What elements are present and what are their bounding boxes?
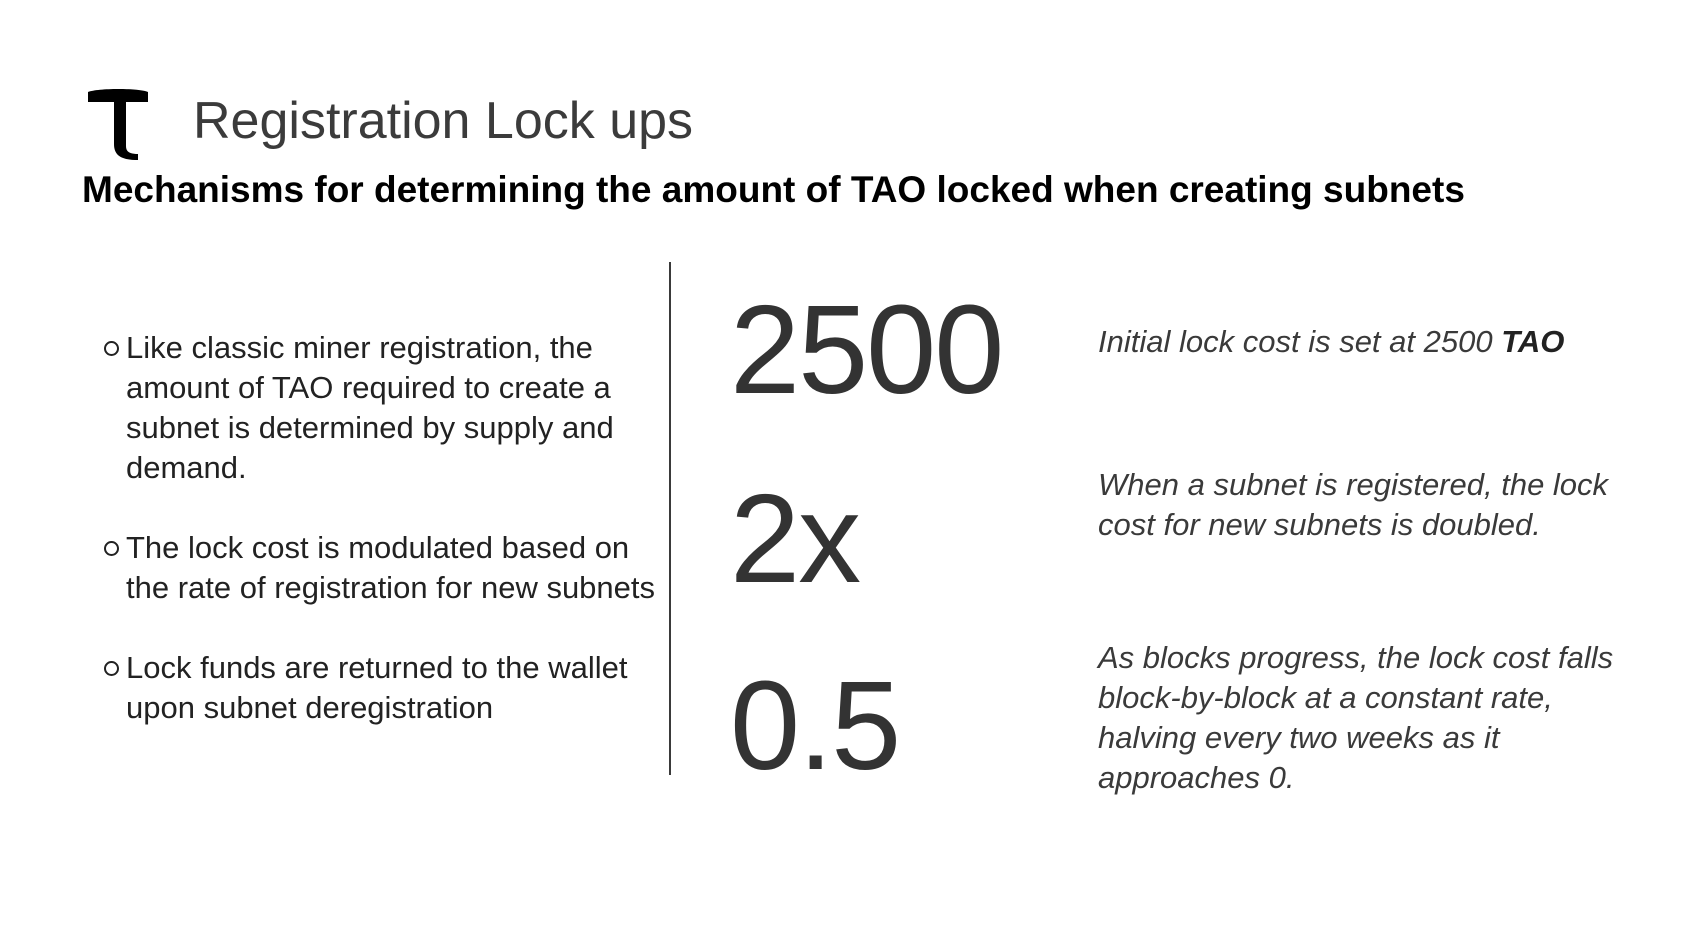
bullet-text: Lock funds are returned to the wallet upon subnet deregistration xyxy=(126,650,628,725)
bullet-item xyxy=(104,528,664,608)
stat-description-halving: As blocks progress, the lock cost falls block-by-block at a constant rate, halving every two weeks as it approaches 0. xyxy=(1098,640,1614,795)
slide-subtitle: Mechanisms for determining the amount of TAO locked when creating subnets xyxy=(82,169,1465,210)
tao-logo-icon xyxy=(86,88,150,160)
bullet-text: Like classic miner registration, the amount of TAO required to create a subnet is determined by supply and demand. xyxy=(126,330,614,485)
bullet-list xyxy=(104,328,664,768)
stat-initial-lock: 2500 xyxy=(730,279,1003,420)
stat-multiplier: 2x xyxy=(730,468,860,609)
stat-halving: 0.5 xyxy=(730,655,900,796)
stat-description-multiplier: When a subnet is registered, the lock cost for new subnets is doubled. xyxy=(1098,467,1609,542)
bullet-item xyxy=(104,648,664,728)
slide-title: Registration Lock ups xyxy=(193,92,694,150)
circle-bullet-icon xyxy=(104,341,119,356)
description-text: Initial lock cost is set at 2500 xyxy=(1098,324,1493,359)
bullet-item xyxy=(104,328,664,488)
circle-bullet-icon xyxy=(104,661,119,676)
bullet-text: The lock cost is modulated based on the rate of registration for new subnets xyxy=(126,530,656,605)
circle-bullet-icon xyxy=(104,541,119,556)
stat-description-initial-lock xyxy=(1098,322,1618,362)
vertical-divider xyxy=(669,262,671,775)
description-bold-text: TAO xyxy=(1501,324,1565,359)
